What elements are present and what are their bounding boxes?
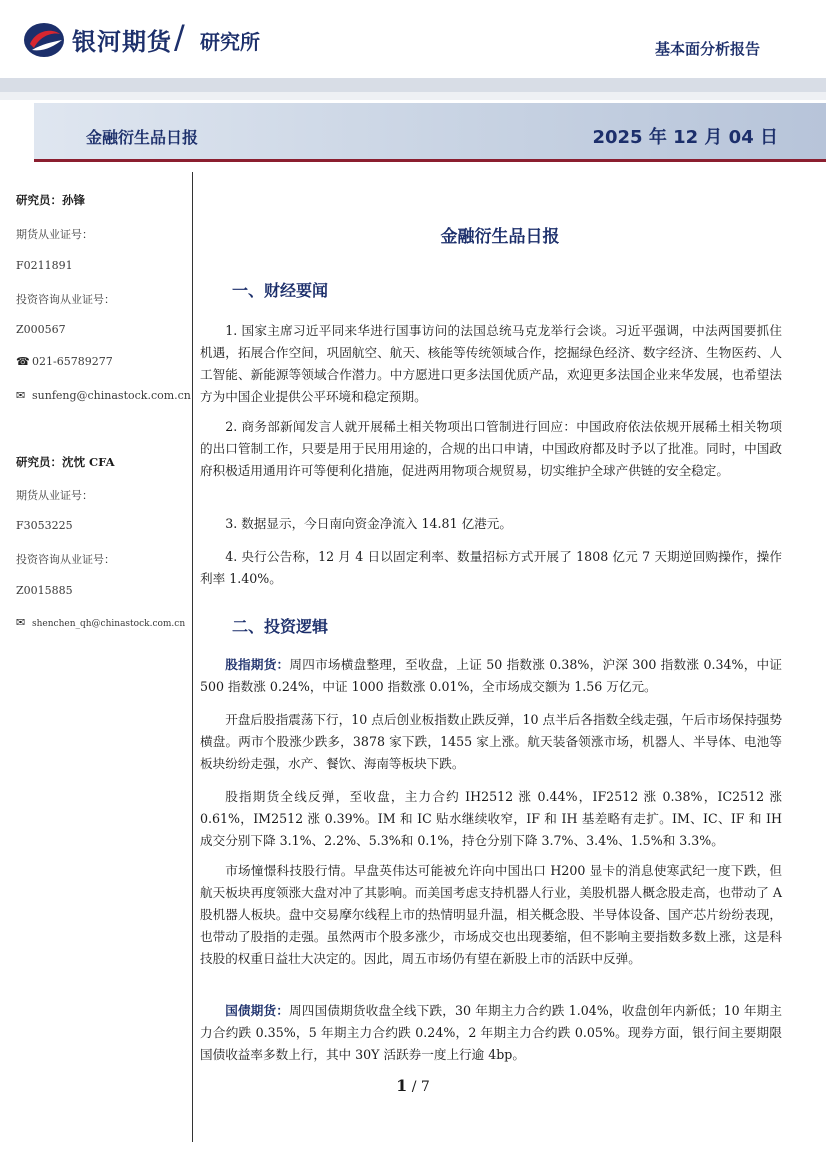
bond-paragraph	[200, 1000, 782, 1066]
phone-number: 021-65789277	[32, 355, 113, 368]
futures-id-label: 期货从业证号：	[16, 228, 93, 241]
futures-id: F3053225	[16, 519, 73, 532]
page-title: 金融衍生品日报	[440, 227, 560, 247]
news-item: 2. 商务部新闻发言人就开展稀土相关物项出口管制进行回应：中国政府依法依规开展稀土相关物项的出口管制工作，只要是用于民用用途的，合规的出口申请，中国政府都及时予以了批准。同时，中国政府积极适用通用许可等便利化措施，促进两用物项合规贸易，切实维护全球产供链的安全稳定。	[200, 419, 782, 478]
page-number	[0, 1076, 826, 1095]
page-current: 1	[396, 1076, 408, 1095]
news-item: 1. 国家主席习近平同来华进行国事访问的法国总统马克龙举行会谈。习近平强调，中法两国要抓住机遇，拓展合作空间，巩固航空、航天、核能等传统领域合作，挖掘绿色经济、数字经济、生物医药、人工智能、新能源等领域合作潜力。中方愿进口更多法国优质产品，欢迎更多法国企业来华发展，也希望法方为中国企业提供公平环境和稳定预期。	[200, 323, 782, 404]
analyst-name: 研究员：孙锋	[16, 193, 85, 207]
email-address[interactable]: sunfeng@chinastock.com.cn	[32, 389, 191, 402]
brand-slash: /	[174, 18, 185, 56]
stock-index-paragraph: 开盘后股指震荡下行，10 点后创业板指数止跌反弹，10 点半后各指数全线走强，午后市场保持强势横盘。两市个股涨少跌多，3878 家下跌，1455 家上涨。航天装备领涨市场，机器人、半导体、电池等板块纷纷走强，水产、餐饮、海南等板块下跌。	[200, 712, 782, 771]
consult-id-label: 投资咨询从业证号：	[16, 553, 115, 566]
mail-icon: ✉	[16, 616, 26, 629]
stock-index-paragraph: 市场憧憬科技股行情。早盘英伟达可能被允许向中国出口 H200 显卡的消息使寒武纪一度下跌，但航天板块再度领涨大盘对冲了其影响。而美国考虑支持机器人行业，美股机器人概念股走高，也带动了 A 股机器人板块。盘中交易摩尔线程上市的热情明显升温，相关概念股、半导体设备、国产芯片纷纷表现，也带动了股指的走强。虽然两市个股多涨少，市场成交也出现萎缩，但不影响主要指数多数上涨，这是科技股的权重日益壮大决定的。因此，周五市场仍有望在新股上市的活跃中反弹。	[200, 863, 782, 966]
bond-lead: 国债期货：	[225, 1003, 290, 1018]
header-band	[0, 78, 826, 92]
consult-id-label: 投资咨询从业证号：	[16, 293, 115, 306]
banner-title: 金融衍生品日报	[86, 128, 199, 147]
email-line	[16, 616, 185, 629]
section-heading-news: 一、财经要闻	[232, 281, 329, 300]
stock-index-paragraph	[200, 654, 782, 698]
section-heading-logic: 二、投资逻辑	[232, 617, 329, 636]
page-total: / 7	[411, 1079, 430, 1095]
news-item: 3. 数据显示，今日南向资金净流入 14.81 亿港元。	[225, 516, 512, 531]
brand-sub: 研究所	[200, 30, 260, 54]
email-address[interactable]: shenchen_qh@chinastock.com.cn	[32, 619, 186, 629]
brand-name: 银河期货	[72, 28, 172, 56]
futures-id: F0211891	[16, 259, 73, 272]
consult-id: Z0015885	[16, 584, 73, 597]
bond-text: 周四国债期货收盘全线下跌，30 年期主力合约跌 1.04%，收盘创年内新低；10 年期主力合约跌 0.35%，5 年期主力合约跌 0.24%，2 年期主力合约跌 0.05%。现券方面，银行间主要期限国债收益率多数上行，其中 30Y 活跃券一度上行逾 4bp。	[200, 1003, 782, 1062]
email-line	[16, 389, 191, 402]
galaxy-logo-icon	[22, 20, 66, 60]
stock-index-paragraph: 股指期货全线反弹，至收盘，主力合约 IH2512 涨 0.44%，IF2512 涨 0.38%，IC2512 涨 0.61%，IM2512 涨 0.39%。IM 和 IC 贴水继续收窄，IF 和 IH 基差略有走扩。IM、IC、IF 和 IH 成交分别下降 3.1%、2.2%、5.3%和 0.1%，持仓分别下降 3.7%、3.4%、1.5%和 3.3%。	[200, 789, 782, 848]
phone-line	[16, 355, 113, 368]
stock-index-text: 周四市场横盘整理，至收盘，上证 50 指数涨 0.38%，沪深 300 指数涨 0.34%，中证 500 指数涨 0.24%，中证 1000 指数涨 0.01%，全市场成交额为 1.56 万亿元。	[200, 657, 782, 694]
column-divider	[192, 172, 193, 1142]
mail-icon: ✉	[16, 389, 26, 402]
header-band-light	[0, 92, 826, 100]
report-type: 基本面分析报告	[654, 40, 760, 58]
consult-id: Z000567	[16, 323, 66, 336]
news-item: 4. 央行公告称，12 月 4 日以固定利率、数量招标方式开展了 1808 亿元 7 天期逆回购操作，操作利率 1.40%。	[200, 549, 782, 586]
analyst-name: 研究员：沈忱 CFA	[16, 455, 115, 469]
futures-id-label: 期货从业证号：	[16, 489, 93, 502]
title-banner-rule	[34, 159, 826, 162]
phone-icon: ☎	[16, 355, 30, 368]
report-date: 2025 年 12 月 04 日	[592, 127, 778, 148]
stock-index-lead: 股指期货：	[225, 657, 290, 672]
